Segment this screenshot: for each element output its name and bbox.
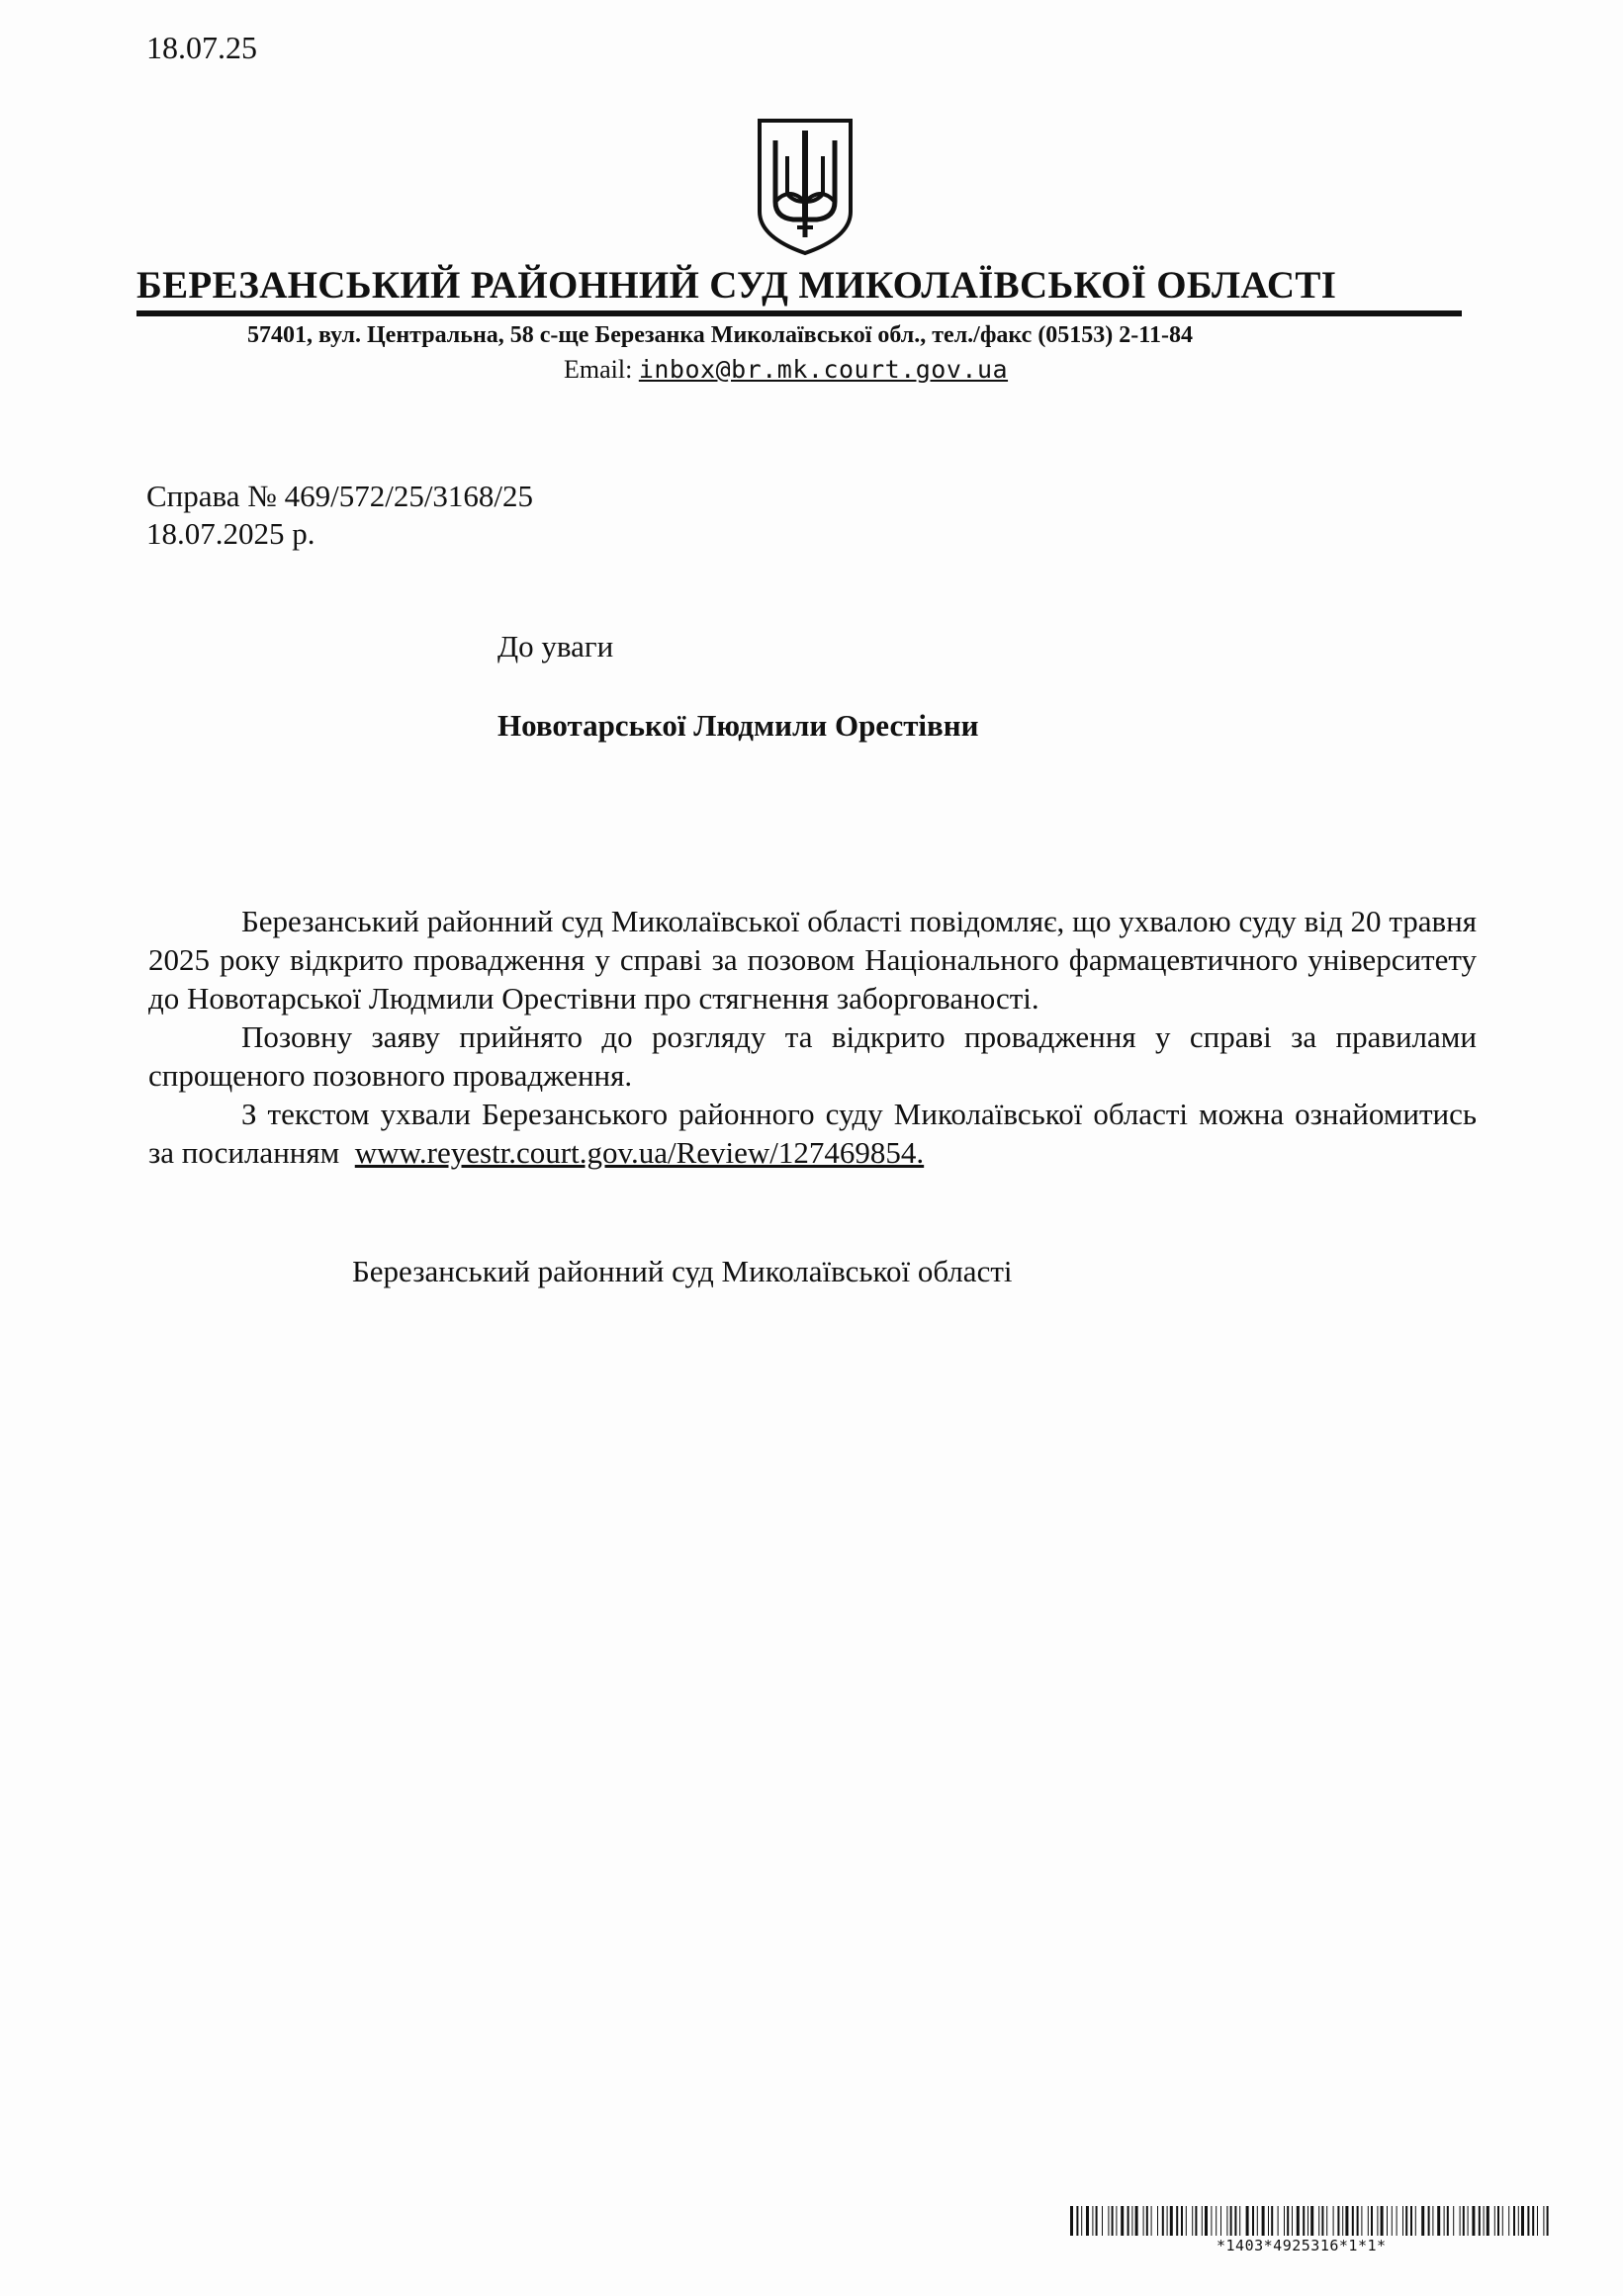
signature-line: Березанський районний суд Миколаївської області (352, 1254, 1013, 1288)
email-label: Email: (564, 355, 633, 384)
body-paragraph-2: Позовну заяву прийнято до розгляду та відкрито провадження у справі за правилами спрощеного позовного провадження. (148, 1019, 1477, 1093)
recipient-name: Новотарської Людмили Орестівни (497, 708, 979, 743)
attention-line: До уваги (497, 629, 614, 663)
case-date: 18.07.2025 р. (146, 516, 316, 551)
court-name-heading: БЕРЕЗАНСЬКИЙ РАЙОННИЙ СУД МИКОЛАЇВСЬКОЇ ОБЛАСТІ (136, 264, 1337, 307)
letter-body (148, 902, 1477, 1172)
ruling-link[interactable]: www.reyestr.court.gov.ua/Review/127469854. (354, 1135, 925, 1170)
body-paragraph-3-text: З текстом ухвали Березанського районного суду Миколаївської області можна ознайомитись за посиланням (148, 1097, 1477, 1170)
ukraine-coat-of-arms-icon (754, 117, 857, 257)
header-divider (136, 310, 1462, 316)
body-paragraph-3 (148, 1095, 1477, 1172)
email-link[interactable]: inbox@br.mk.court.gov.ua (638, 355, 1009, 384)
barcode-icon (1070, 2206, 1551, 2236)
email-line (564, 355, 1008, 385)
body-paragraph-1: Березанський районний суд Миколаївської області повідомляє, що ухвалою суду від 20 травня 2025 року відкрито провадження у справі за позовом Національного фармацевтичного університету до Новотарської Людмили Орестівни про стягнення заборгованості. (148, 904, 1477, 1016)
top-date: 18.07.25 (146, 30, 257, 65)
case-number: Справа № 469/572/25/3168/25 (146, 479, 534, 513)
barcode-number: *1403*4925316*1*1* (1217, 2237, 1387, 2254)
court-address: 57401, вул. Центральна, 58 с-ще Березанка Миколаївської обл., тел./факс (05153) 2-11-84 (247, 322, 1193, 348)
